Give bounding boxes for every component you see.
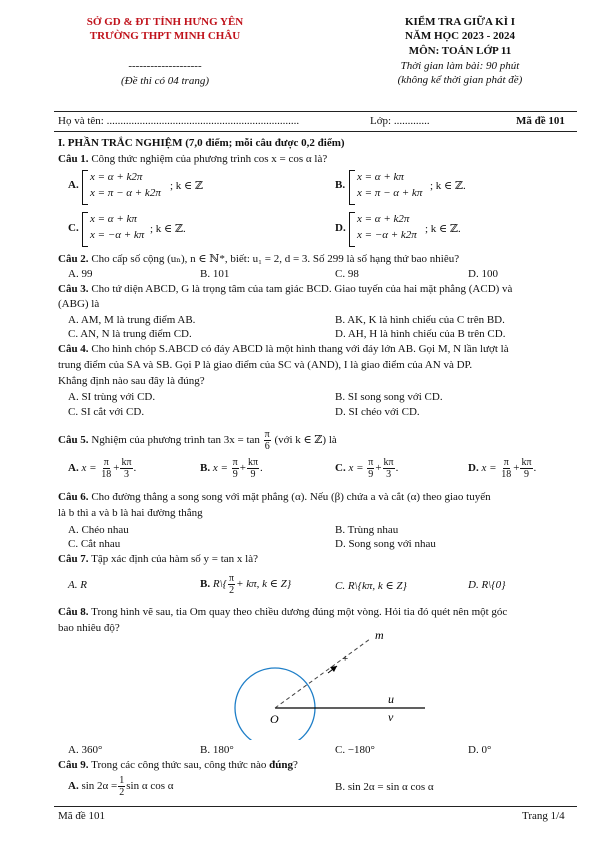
label-plus: + (342, 653, 349, 665)
student-name-field: Họ và tên: ...................................................................... (58, 115, 300, 127)
q1-option-a-tail: ; k ∈ ℤ (170, 180, 203, 192)
q6-option-d: D. Song song với nhau (335, 538, 436, 550)
q2-option-c: C. 98 (335, 268, 359, 280)
q1-option-b: x = α + kπ x = π − α + kπ (349, 170, 509, 203)
q2-option-d: D. 100 (468, 268, 498, 280)
q1-option-a: x = α + k2π x = π − α + k2π (82, 170, 242, 203)
fraction: $\frac{\pi}{6}$ (264, 429, 270, 452)
q3-option-d: D. AH, H là hình chiếu của B trên CD. (335, 328, 506, 340)
q3-option-c: C. AN, N là trung điểm CD. (68, 328, 192, 340)
q1-option-c: x = α + kπ x = −α + kπ (82, 212, 242, 245)
label-v: v (388, 710, 394, 724)
q9-option-b: B. sin 2α = sin α cos α (335, 781, 434, 793)
q5-option-a: A. x = $\frac{\pi}{18}$ + $\frac{k\pi}{3}$ . (68, 457, 137, 480)
question-text: Trong các công thức sau, công thức nào (91, 759, 267, 771)
question-4 (58, 343, 509, 355)
question-label: Câu 3. (58, 283, 89, 295)
q4-option-c: C. SI cắt với CD. (68, 406, 145, 418)
subject: MÔN: TOÁN LỚP 11 (408, 45, 512, 57)
question-label: Câu 1. (58, 153, 89, 165)
label-o: O (270, 712, 279, 726)
q8-option-d: D. 0° (468, 744, 492, 756)
q5-option-d: D. x = $\frac{\pi}{18}$ + $\frac{k\pi}{9}$ . (468, 457, 537, 480)
page-number: Trang 1/4 (522, 810, 565, 822)
q7-option-d: D. R\{0} (468, 579, 506, 591)
question-text: Tập xác định của hàm số y = tan x là? (91, 553, 258, 565)
q6-option-b: B. Trùng nhau (335, 524, 399, 536)
school-name: TRƯỜNG THPT MINH CHÂU (89, 30, 241, 42)
q4-option-a: A. SI trùng với CD. (68, 391, 156, 403)
footer-exam-code: Mã đề 101 (58, 810, 106, 822)
question-mark: ? (293, 759, 298, 771)
question-9 (58, 759, 298, 771)
question-emphasis: đúng (269, 759, 293, 771)
q1-option-b-tail: ; k ∈ ℤ. (430, 180, 466, 192)
question-label: Câu 8. (58, 606, 89, 618)
q7-option-a: A. R (68, 579, 87, 591)
q2-option-b: B. 101 (200, 268, 230, 280)
question-label: Câu 5. (58, 434, 89, 447)
q8-option-b: B. 180° (200, 744, 234, 756)
q1-option-d-tail: ; k ∈ ℤ. (425, 223, 461, 235)
question-label: Câu 9. (58, 759, 89, 771)
student-rule (54, 131, 577, 132)
q5-option-c: C. x = $\frac{\pi}{9}$ + $\frac{k\pi}{3}$ . (335, 457, 399, 480)
rotation-figure (220, 625, 440, 740)
question-text: Cho cấp số cộng (uₙ), n ∈ ℕ*, biết: u₁ = 2, d = 3. Số 299 là số hạng thứ bao nhiêu? (91, 253, 460, 265)
exam-title: KIỂM TRA GIỮA KÌ I (404, 16, 516, 28)
section-title: I. PHẦN TRẮC NGHIỆM (7,0 điểm; mỗi câu được 0,2 điểm) (58, 137, 345, 149)
question-3-cont: (ABG) là (58, 298, 100, 310)
q5-option-b: B. x = $\frac{\pi}{9}$ + $\frac{k\pi}{9}$ . (200, 457, 263, 480)
question-text: Trong hình vẽ sau, tia Om quay theo chiều dương đúng một vòng. Hỏi tia đó quét nên một góc (91, 606, 508, 618)
question-4-cont: trung điểm của SA và SB. Gọi P là giao điểm của SC và (AND), I là giao điểm của AN và DP. (58, 359, 473, 371)
question-1 (58, 153, 327, 165)
q1-option-d: x = α + k2π x = −α + k2π (349, 212, 509, 245)
q3-option-a: A. AM, M là trung điểm AB. (68, 314, 196, 326)
q7-option-b: B. R\{ $\frac{\pi}{2}$ + kπ, k ∈ Z} (200, 573, 292, 596)
q1-option-b-key: B. (335, 179, 346, 191)
question-8-cont: bao nhiêu độ? (58, 622, 120, 634)
question-3 (58, 283, 512, 295)
q2-option-a: A. 99 (68, 268, 93, 280)
ray-om (275, 639, 370, 708)
question-2 (58, 252, 459, 265)
q6-option-c: C. Cắt nhau (68, 538, 121, 550)
label-u: u (388, 692, 394, 706)
question-text: Cho đường thẳng a song song với mặt phẳng (α). Nếu (β) chứa a và cắt (α) theo giao tuyến (91, 491, 491, 503)
q4-option-d: D. SI chéo với CD. (335, 406, 420, 418)
class-field: Lớp: ............. (370, 115, 430, 127)
question-label: Câu 2. (58, 253, 89, 265)
q3-option-b: B. AK, K là hình chiếu của C trên BD. (335, 314, 505, 326)
q4-option-b: B. SI song song với CD. (335, 391, 443, 403)
question-text: (với k ∈ ℤ) là (274, 434, 337, 447)
dash-line: -------------------- (128, 60, 202, 72)
question-6 (58, 491, 491, 503)
question-4-cont2: Khẳng định nào sau đây là đúng? (58, 375, 205, 387)
question-text: Cho hình chóp S.ABCD có đáy ABCD là một hình thang với đáy lớn AB. Gọi M, N lần lượt là (91, 343, 509, 355)
question-text: Nghiệm của phương trình tan 3x = tan (91, 434, 260, 447)
q1-option-d-key: D. (335, 222, 346, 234)
question-text: Công thức nghiệm của phương trình cos x = cos α là? (91, 153, 328, 165)
label-m: m (375, 628, 384, 642)
school-department: SỞ GD & ĐT TỈNH HƯNG YÊN (86, 16, 244, 28)
exam-time: Thời gian làm bài: 90 phút (400, 60, 520, 72)
q1-option-c-key: C. (68, 222, 79, 234)
q8-option-c: C. −180° (335, 744, 375, 756)
question-6-cont: là b thì a và b là hai đường thẳng (58, 507, 203, 519)
question-text: Cho tứ diện ABCD, G là trọng tâm của tam giác BCD. Giao tuyến của hai mặt phẳng (ACD) và (91, 283, 513, 295)
q1-option-a-key: A. (68, 179, 79, 191)
school-year: NĂM HỌC 2023 - 2024 (405, 30, 515, 42)
question-label: Câu 4. (58, 343, 89, 355)
q7-option-c: C. R\{kπ, k ∈ Z} (335, 580, 407, 592)
top-rule (54, 111, 577, 112)
question-label: Câu 7. (58, 553, 89, 565)
exam-code: Mã đề 101 (516, 115, 565, 127)
unit-circle (235, 668, 315, 740)
question-5 (58, 429, 337, 452)
question-7 (58, 553, 258, 565)
page-count: (Đề thi có 04 trang) (121, 75, 209, 87)
question-8 (58, 606, 507, 618)
q8-option-a: A. 360° (68, 744, 103, 756)
q1-option-c-tail: ; k ∈ ℤ. (150, 223, 186, 235)
question-label: Câu 6. (58, 491, 89, 503)
footer-rule (54, 806, 577, 807)
q6-option-a: A. Chéo nhau (68, 524, 129, 536)
q9-option-a: A. sin 2α = $\frac{1}{2}$ sin α cos α (68, 775, 174, 798)
exam-time-note: (không kể thời gian phát đề) (397, 74, 523, 86)
